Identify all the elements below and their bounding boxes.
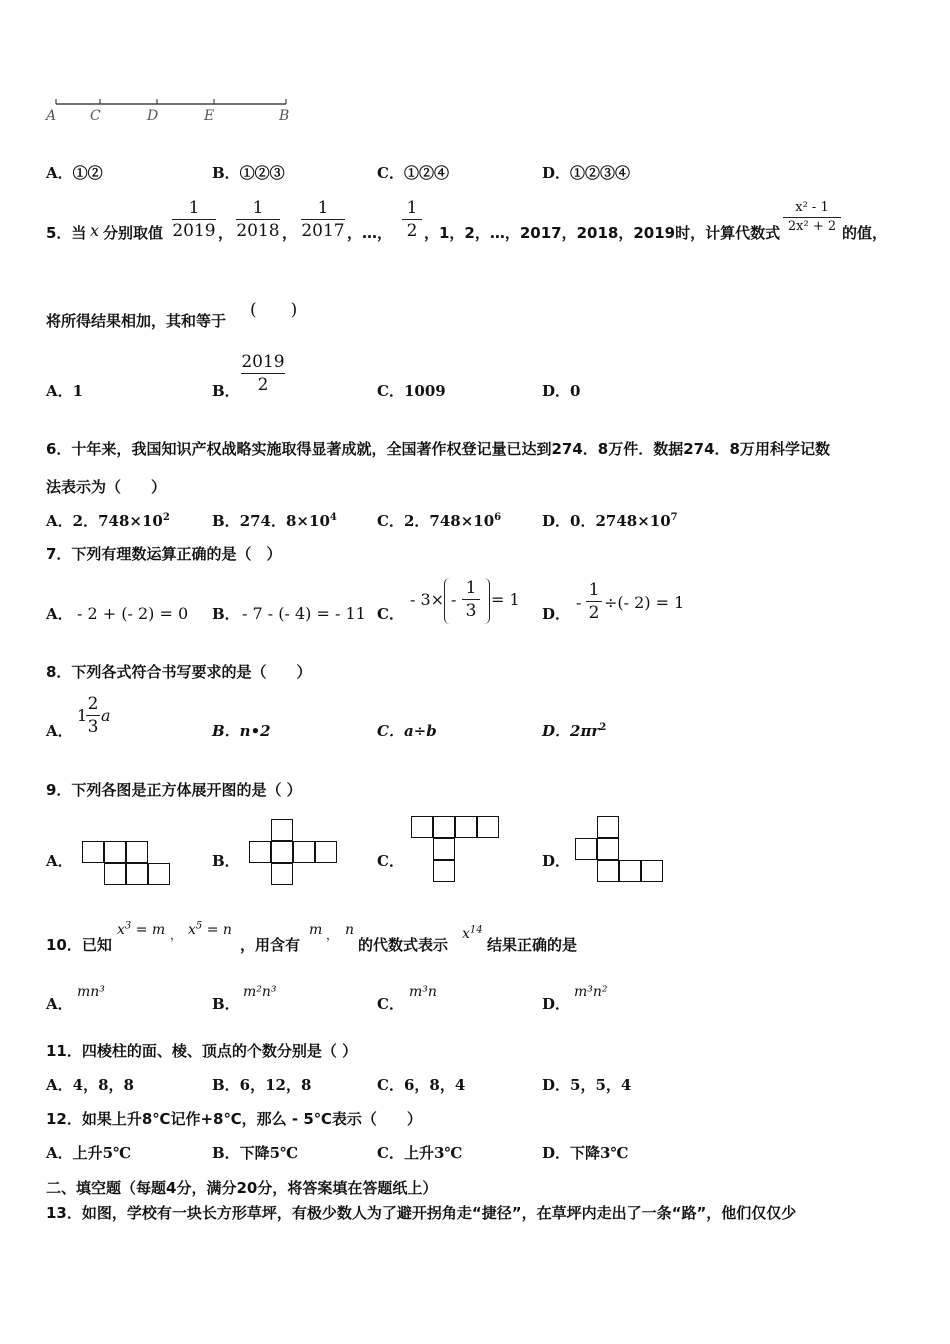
q6-option-c-label: C． (377, 512, 404, 530)
q6-option-d-label: D． (542, 512, 571, 530)
q9-option-b-label[interactable]: B． (212, 852, 240, 870)
q9-option-c-label[interactable]: C． (377, 852, 404, 870)
q9-net-d[interactable] (575, 816, 667, 884)
point-label-b: B (279, 108, 290, 124)
q10-lead: 10．已知 (46, 936, 112, 954)
q10-option-b-label[interactable]: B． (212, 995, 240, 1013)
q8-option-d[interactable] (542, 720, 606, 741)
q6-option-b-exp: 4 (329, 512, 337, 523)
q5-paren: ( ) (250, 300, 298, 320)
q10-mid: ，用含有 (240, 936, 301, 954)
q7-option-c-den: 3 (465, 601, 477, 621)
q5-tail: 的值， (842, 224, 888, 242)
q5-fraction-2-num: 1 (252, 198, 264, 218)
q9-net-b[interactable] (249, 819, 341, 887)
q5-after-x: 分别取值 (103, 224, 164, 242)
q10-eq1-base: x (117, 922, 125, 938)
q8-option-a-num: 2 (87, 694, 99, 714)
q11-title: 11．四棱柱的面、棱、顶点的个数分别是（ ） (46, 1042, 358, 1060)
section-2-title: 二、填空题（每题4分，满分20分，将答案填在答题纸上） (46, 1179, 438, 1197)
q5-fraction-2-den: 2018 (236, 221, 280, 241)
q9-option-d-label[interactable]: D． (542, 852, 571, 870)
q8-option-c[interactable]: C．a÷b (377, 722, 437, 740)
q8-option-a-var: a (101, 706, 111, 725)
q6-option-b[interactable] (212, 510, 337, 531)
q6-option-a-label: A． (46, 512, 73, 530)
q7-option-d-pre: - (576, 593, 582, 612)
q10-target-base: x (462, 926, 470, 942)
q8-option-d-exp: 2 (599, 722, 607, 733)
q10-eq2-exp: 5 (195, 920, 203, 932)
q5-fraction-2 (236, 198, 280, 241)
q5-fraction-4-num: 1 (406, 198, 418, 218)
q5-expression-den: 2x² + 2 (787, 219, 837, 234)
q10-comma-2: ， (326, 928, 339, 942)
q8-title: 8．下列各式符合书写要求的是（ ） (46, 663, 312, 681)
q5-option-d[interactable]: D．0 (542, 382, 581, 400)
q5-var-x: x (90, 221, 100, 240)
q4-option-b[interactable]: B．①②③ (212, 164, 285, 182)
q5-middle: ，1，2，…，2017，2018，2019时，计算代数式 (424, 224, 781, 242)
q12-option-a[interactable]: A．上升5℃ (46, 1144, 132, 1162)
q8-option-d-label: D．2πr (542, 722, 600, 740)
q10-eq1 (117, 922, 165, 938)
q10-option-a-expr: mn³ (77, 984, 105, 1000)
q10-eq2-base: x (188, 922, 196, 938)
q10-option-c-expr: m³n (409, 984, 437, 1000)
q5-fraction-1-den: 2019 (172, 221, 216, 241)
q10-eq2-rhs: = n (206, 922, 232, 938)
q10-target (462, 926, 483, 942)
q5-option-a[interactable]: A．1 (46, 382, 84, 400)
q7-option-d-den: 2 (588, 603, 600, 623)
q6-option-c-base: 2．748×10 (403, 512, 495, 530)
q7-option-d-num: 1 (588, 580, 600, 600)
q5-option-b-den: 2 (257, 375, 269, 395)
q6-line1: 6．十年来，我国知识产权战略实施取得显著成就，全国著作权登记量已达到274．8万件．数据274．8万用科学记数 (46, 440, 830, 458)
q5-option-b-num: 2019 (241, 352, 285, 372)
q12-option-d[interactable]: D．下降3℃ (542, 1144, 629, 1162)
q9-net-c[interactable] (411, 816, 503, 884)
q5-fraction-3-num: 1 (317, 198, 329, 218)
q7-option-c-pre: - 3× (410, 590, 445, 609)
q5-ellipsis: ，…， (347, 224, 393, 242)
q10-eq1-rhs: = m (135, 922, 166, 938)
q10-var-n: n (345, 922, 355, 938)
point-label-d: D (147, 108, 159, 124)
q12-option-c[interactable]: C．上升3℃ (377, 1144, 463, 1162)
q5-sep-2: ， (282, 224, 298, 242)
q5-sep-1: ， (218, 224, 234, 242)
q6-option-c-exp: 6 (494, 512, 502, 523)
q9-option-a-label[interactable]: A． (46, 852, 73, 870)
q5-option-c[interactable]: C．1009 (377, 382, 446, 400)
q6-option-a-exp: 2 (162, 512, 170, 523)
q8-option-a-label[interactable]: A． (46, 722, 73, 740)
q10-option-d-label[interactable]: D． (542, 995, 571, 1013)
q7-option-d-post: ÷(- 2) = 1 (604, 593, 685, 612)
q6-option-d-base: 0．2748×10 (570, 512, 671, 530)
q5-option-b-label[interactable]: B． (212, 382, 240, 400)
q6-option-c[interactable] (377, 510, 501, 531)
q7-option-d-label[interactable]: D． (542, 605, 571, 623)
q5-lead: 5．当 (46, 224, 87, 242)
q5-line2: 将所得结果相加，其和等于 (46, 312, 227, 330)
q10-option-c-label[interactable]: C． (377, 995, 404, 1013)
q4-option-d[interactable]: D．①②③④ (542, 164, 631, 182)
q8-option-a-fraction (86, 694, 100, 737)
q7-option-b-label[interactable]: B． (212, 605, 240, 623)
q10-target-exp: 14 (469, 924, 483, 936)
q7-option-d-fraction (586, 580, 602, 623)
q4-option-a[interactable]: A．①② (46, 164, 103, 182)
q11-option-b[interactable]: B．6，12，8 (212, 1076, 312, 1094)
q6-option-d[interactable] (542, 510, 678, 531)
q13-text: 13．如图，学校有一块长方形草坪，有极少数人为了避开拐角走“捷径”，在草坪内走出了一条“路”，他们仅仅少 (46, 1204, 797, 1222)
q10-option-a-label[interactable]: A． (46, 995, 73, 1013)
q4-option-c[interactable]: C．①②④ (377, 164, 449, 182)
q8-option-a-den: 3 (87, 717, 99, 737)
q10-eq2 (188, 922, 232, 938)
point-label-e: E (204, 108, 215, 124)
point-label-a: A (46, 108, 57, 124)
q11-option-a[interactable]: A．4，8，8 (46, 1076, 134, 1094)
q7-option-c-post: = 1 (491, 590, 520, 609)
q7-option-c-label[interactable]: C． (377, 605, 404, 623)
q9-title: 9．下列各图是正方体展开图的是（ ） (46, 781, 302, 799)
q7-option-a-expr: - 2 + (- 2) = 0 (77, 604, 189, 623)
q9-net-a[interactable] (82, 841, 174, 887)
q11-option-c[interactable]: C．6，8，4 (377, 1076, 466, 1094)
q10-option-d-expr: m³n² (574, 984, 608, 1000)
q5-fraction-3 (301, 198, 345, 241)
segment-figure (46, 96, 296, 128)
q7-title: 7．下列有理数运算正确的是（ ） (46, 545, 282, 563)
q8-option-b[interactable]: B．n•2 (212, 722, 271, 740)
segment-line (46, 96, 296, 128)
q6-line2: 法表示为（ ） (46, 478, 167, 496)
q6-option-d-exp: 7 (670, 512, 678, 523)
q5-fraction-4-den: 2 (406, 221, 418, 241)
q7-option-a-label[interactable]: A． (46, 605, 73, 623)
q7-option-c-num: 1 (465, 578, 477, 598)
q8-option-a-whole: 1 (77, 706, 88, 725)
q5-option-b-fraction (241, 352, 285, 395)
q12-title: 12．如果上升8℃记作+8℃，那么 - 5℃表示（ ） (46, 1110, 422, 1128)
q10-eq1-exp: 3 (124, 920, 132, 932)
q6-option-b-base: 274．8×10 (239, 512, 330, 530)
q10-comma-1: ， (170, 928, 183, 942)
q11-option-d[interactable]: D．5，5，4 (542, 1076, 632, 1094)
q10-mid2: 的代数式表示 (358, 936, 449, 954)
q6-option-a-base: 2．748×10 (72, 512, 163, 530)
q10-option-b-expr: m²n³ (243, 984, 277, 1000)
q5-fraction-3-den: 2017 (301, 221, 345, 241)
q12-option-b[interactable]: B．下降5℃ (212, 1144, 299, 1162)
q7-option-b-expr: - 7 - (- 4) = - 11 (242, 604, 366, 623)
q5-expression (783, 200, 841, 235)
q10-var-m: m (309, 922, 323, 938)
q6-option-b-label: B． (212, 512, 240, 530)
q5-fraction-4 (402, 198, 422, 241)
point-label-c: C (90, 108, 101, 124)
q6-option-a[interactable] (46, 510, 170, 531)
q5-fraction-1 (172, 198, 216, 241)
q7-option-c-fraction (462, 578, 480, 621)
q5-fraction-1-num: 1 (188, 198, 200, 218)
q10-tail: 结果正确的是 (487, 936, 578, 954)
q7-option-c-sign: - (451, 590, 457, 609)
q5-expression-num: x² - 1 (795, 200, 829, 215)
